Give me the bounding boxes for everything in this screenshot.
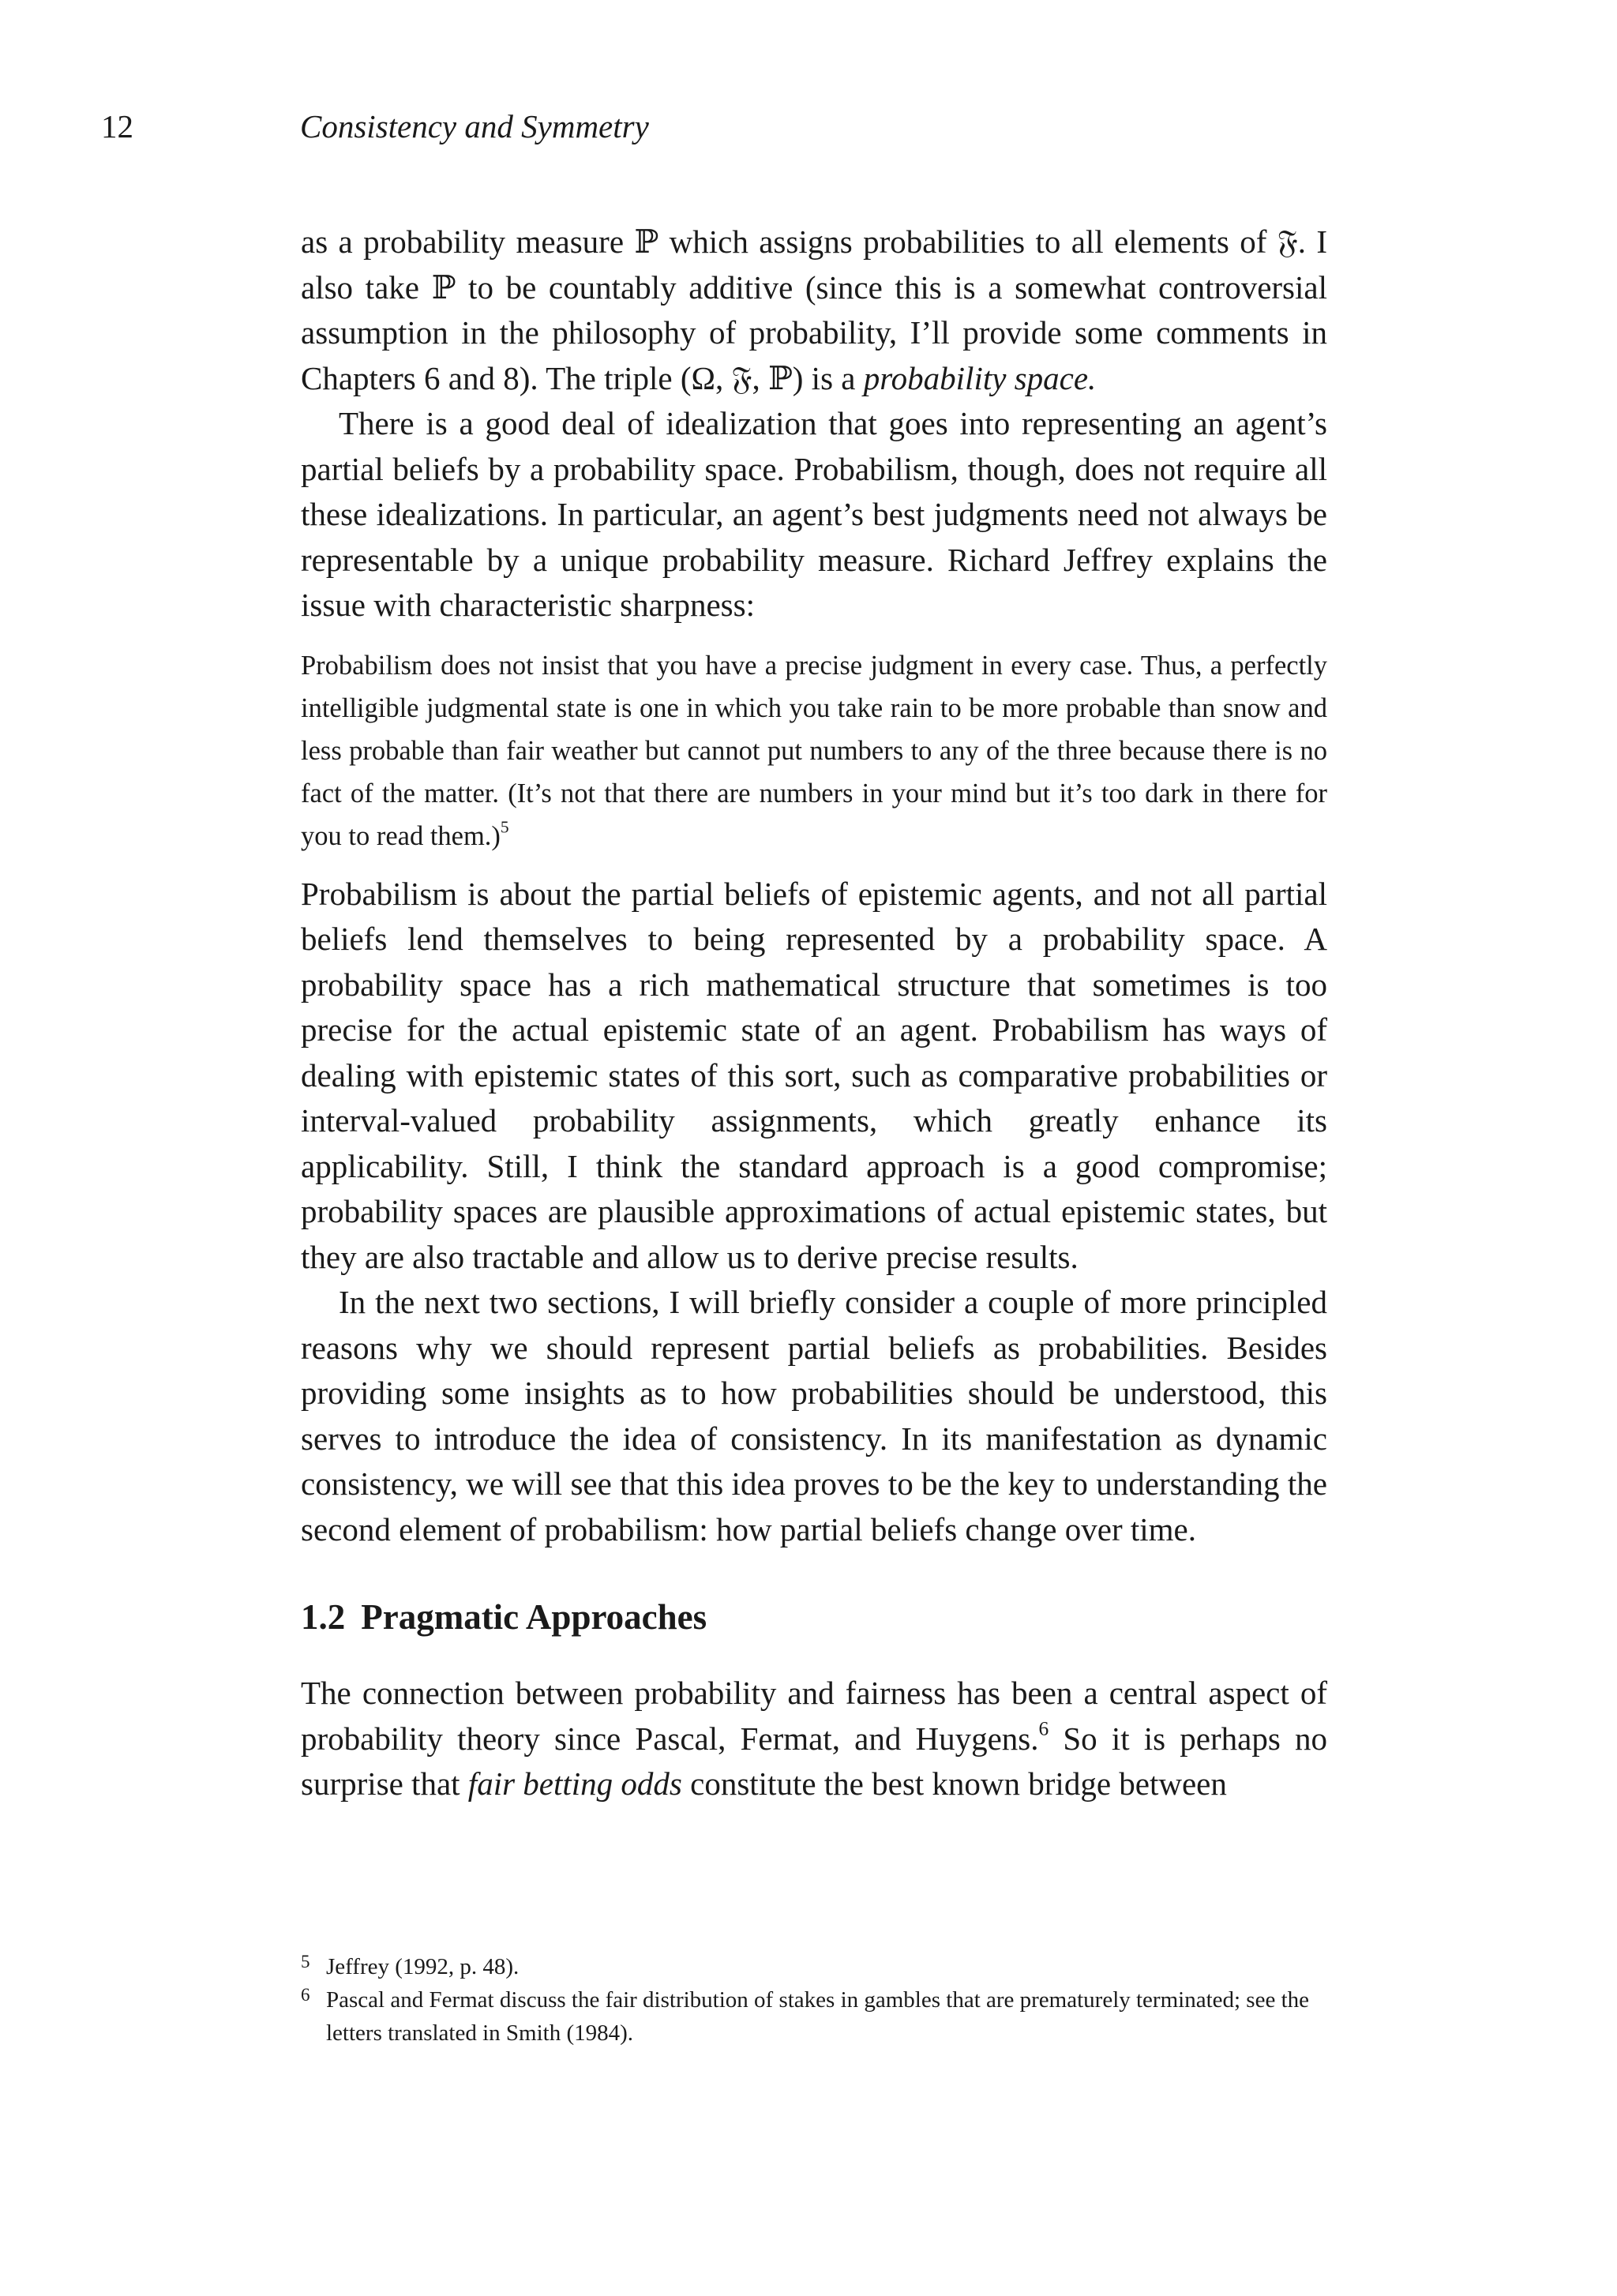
block-quote-text: Probabilism does not insist that you have a precise judgment in every case. Thus, a perfectly intelligible judgmental state is one in which you take rain to be more probable than snow and less probable than fair weather but cannot put numbers to any of the three because there is no fact of the matter. (It’s not that there are numbers in your mind but it’s too dark in there for you to read them.) bbox=[301, 650, 1327, 851]
section-heading bbox=[301, 1593, 1327, 1641]
paragraph-5-text-b: So it is perhaps no surprise that bbox=[301, 1720, 1327, 1802]
footnote-text: Jeffrey (1992, p. 48). bbox=[326, 1954, 520, 1979]
paragraph-1-text: as a probability measure ℙ which assigns probabilities to all elements of 𝔉. I also take ℙ to be countably additive (since this is a somewhat controversial assumption in the philosophy of probability, I’ll provide some comments in Chapters 6 and 8). The triple (Ω, 𝔉, ℙ) is a bbox=[301, 223, 1327, 396]
paragraph-5-text-a: The connection between probability and fairness has been a central aspect of probability theory since Pascal, Fermat, and Huygens. bbox=[301, 1675, 1327, 1757]
footnote-ref-5[interactable]: 5 bbox=[500, 817, 509, 837]
main-text bbox=[301, 219, 1327, 1807]
paragraph-3: Probabilism is about the partial beliefs of epistemic agents, and not all partial beliefs lend themselves to being represented by a probability space. A probability space has a rich mathematical structure that sometimes is too precise for the actual epistemic state of an agent. Probabilism has ways of dealing with epistemic states of this sort, such as comparative probabilities or interval-valued probability assignments, which greatly enhance its applicability. Still, I think the standard approach is a good compromise; probability spaces are plausible approximations of actual epistemic states, but they are also tractable and allow us to derive precise results. bbox=[301, 875, 1327, 1275]
block-quote bbox=[301, 644, 1327, 857]
paragraph-1-emphasis: probability space. bbox=[863, 359, 1097, 396]
section-number: 1.2 bbox=[301, 1597, 346, 1637]
running-title: Consistency and Symmetry bbox=[300, 108, 649, 144]
paragraph-5-emphasis: fair betting odds bbox=[467, 1765, 682, 1802]
footnote-ref-6[interactable]: 6 bbox=[1038, 1717, 1049, 1740]
paragraph-1 bbox=[301, 219, 1327, 401]
paragraph-4: In the next two sections, I will briefly consider a couple of more principled reasons why we should represent partial beliefs as probabilities. Besides providing some insights as to how probabilities should be understood, this serves to introduce the idea of consistency. In its manifestation as dynamic consistency, we will see that this idea proves to be the key to understanding the second element of probabilism: how partial beliefs change over time. bbox=[301, 1284, 1327, 1548]
page-number: 12 bbox=[101, 108, 133, 144]
footnote-mark: 5 bbox=[301, 1952, 310, 1971]
footnote-5 bbox=[301, 1950, 1327, 1983]
paragraph-2: There is a good deal of idealization that goes into representing an agent’s partial beliefs by a probability space. Probabilism, though, does not require all these idealizations. In particular, an agent’s best judgments need not always be representable by a unique probability measure. Richard Jeffrey explains the issue with characteristic sharpness: bbox=[301, 405, 1327, 623]
footnote-mark: 6 bbox=[301, 1985, 310, 2005]
paragraph-5 bbox=[301, 1671, 1327, 1807]
section-title: Pragmatic Approaches bbox=[361, 1597, 707, 1637]
footnote-text: Pascal and Fermat discuss the fair distribution of stakes in gambles that are prematurely terminated; see the letters translated in Smith (1984). bbox=[326, 1987, 1310, 2046]
footnote-6 bbox=[301, 1983, 1327, 2050]
footnotes bbox=[301, 1950, 1327, 2050]
paragraph-5-text-c: constitute the best known bridge between bbox=[681, 1765, 1227, 1802]
